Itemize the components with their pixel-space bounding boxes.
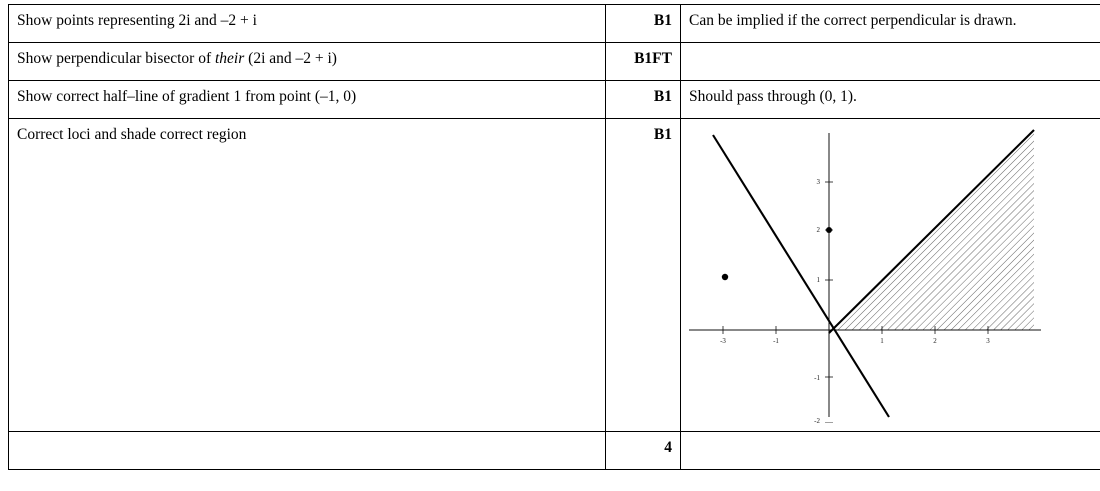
y-tick-label: 1 bbox=[816, 276, 820, 284]
mark-cell: B1 bbox=[606, 81, 681, 119]
table-row bbox=[9, 81, 1100, 119]
x-tick-label: 1 bbox=[880, 337, 884, 345]
mark-cell: B1 bbox=[606, 5, 681, 43]
statement-text: Show perpendicular bisector of bbox=[17, 50, 215, 67]
y-tick-label: -2 bbox=[814, 417, 820, 423]
point-2i bbox=[826, 227, 832, 233]
x-tick-label: 2 bbox=[933, 337, 937, 345]
statement-text: Show points representing 2i and –2 + i bbox=[17, 12, 257, 29]
perpendicular-bisector-line bbox=[713, 135, 889, 417]
table-row bbox=[9, 5, 1100, 43]
x-tick-label: -3 bbox=[720, 337, 726, 345]
mark-cell: B1FT bbox=[606, 43, 681, 81]
argand-diagram-svg bbox=[689, 125, 1100, 423]
total-mark-cell: 4 bbox=[606, 432, 681, 470]
notes-cell: Can be implied if the correct perpendicular is drawn. bbox=[681, 5, 1100, 43]
argand-diagram bbox=[689, 125, 1100, 425]
y-tick-label: 3 bbox=[816, 178, 820, 186]
statement-cell bbox=[9, 5, 606, 43]
x-tick-label: -1 bbox=[773, 337, 779, 345]
table-row-total bbox=[9, 432, 1100, 470]
statement-text-tail: (2i and –2 + i) bbox=[244, 50, 337, 67]
statement-text: Correct loci and shade correct region bbox=[17, 126, 247, 143]
total-statement-cell bbox=[9, 432, 606, 470]
y-tick-label: 2 bbox=[816, 226, 820, 234]
table-row bbox=[9, 43, 1100, 81]
mark-cell: B1 bbox=[606, 119, 681, 432]
statement-cell bbox=[9, 119, 606, 432]
notes-cell: Should pass through (0, 1). bbox=[681, 81, 1100, 119]
statement-text: Show correct half–line of gradient 1 from point (–1, 0) bbox=[17, 88, 357, 105]
mark-scheme-body bbox=[9, 5, 1100, 470]
point-minus2-plus-i bbox=[722, 274, 728, 280]
x-tick-label: 3 bbox=[986, 337, 990, 345]
y-tick-label: -1 bbox=[814, 374, 820, 382]
statement-cell bbox=[9, 81, 606, 119]
statement-emphasis: their bbox=[215, 50, 245, 67]
statement-cell bbox=[9, 43, 606, 81]
table-row bbox=[9, 119, 1100, 432]
total-notes-cell bbox=[681, 432, 1100, 470]
notes-cell bbox=[681, 43, 1100, 81]
mark-scheme-table bbox=[8, 4, 1100, 470]
notes-cell-diagram bbox=[681, 119, 1100, 432]
